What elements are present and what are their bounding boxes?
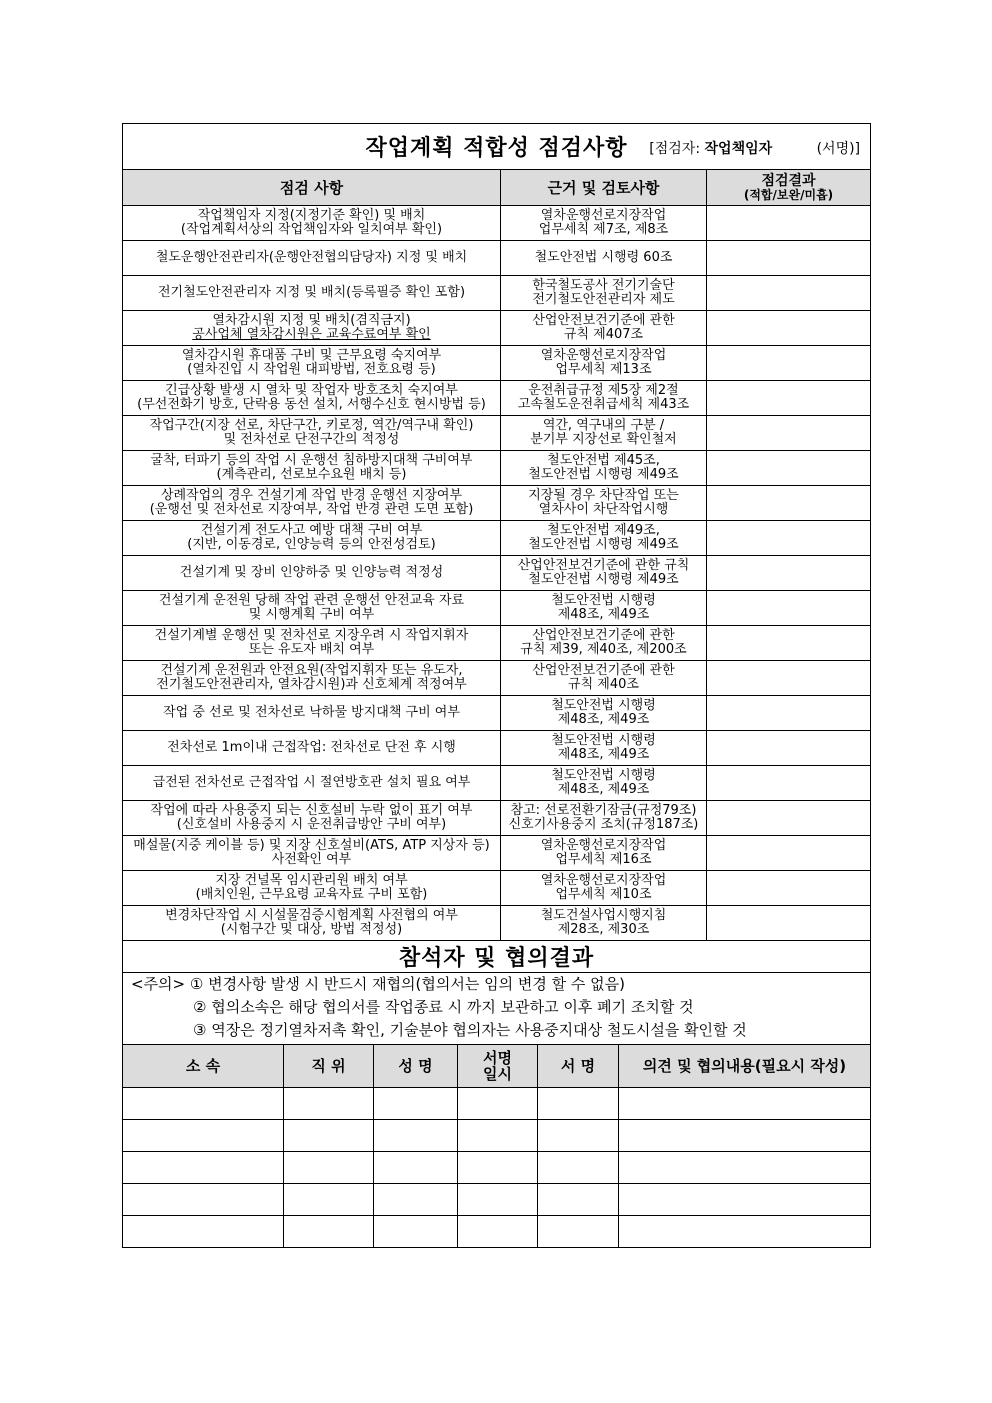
check-item-line: (작업계획서상의 작업책임자와 일치여부 확인) bbox=[180, 222, 443, 237]
basis-cell bbox=[501, 661, 707, 696]
attendee-header-row bbox=[123, 1045, 871, 1088]
attendees-table bbox=[122, 941, 871, 1248]
attendee-cell[interactable] bbox=[619, 1152, 871, 1184]
basis-line: 전기철도안전관리자 제도 bbox=[532, 292, 675, 307]
result-cell[interactable] bbox=[707, 486, 871, 521]
check-item-line: 굴착, 터파기 등의 작업 시 운행선 침하방지대책 구비여부 bbox=[150, 453, 473, 468]
check-item-line: 건설기계별 운행선 및 전차선로 지장우려 시 작업지휘자 bbox=[154, 628, 469, 643]
basis-line: 한국철도공사 전기기술단 bbox=[532, 278, 675, 293]
table-row bbox=[123, 556, 871, 591]
basis-cell bbox=[501, 241, 707, 276]
basis-line: 운전취급규정 제5장 제2절 bbox=[528, 383, 679, 398]
table-row bbox=[123, 521, 871, 556]
basis-line: 규칙 제40조 bbox=[568, 677, 639, 692]
attendee-cell[interactable] bbox=[374, 1152, 458, 1184]
header-result-main: 점검결과 bbox=[761, 173, 816, 189]
check-item-line: 작업구간(지장 선로, 차단구간, 키로정, 역간/역구내 확인) bbox=[149, 418, 474, 433]
attendee-row bbox=[123, 1184, 871, 1216]
check-item-line: (지반, 이동경로, 인양능력 등의 안전성검토) bbox=[187, 537, 436, 552]
check-item-line: 공사업체 열차감시원은 교육수료여부 확인 bbox=[192, 327, 431, 342]
basis-line: 규칙 제39, 제40조, 제200조 bbox=[520, 642, 687, 657]
check-item-line: 급전된 전차선로 근접작업 시 절연방호관 설치 필요 여부 bbox=[152, 775, 471, 790]
check-item-line: 또는 유도자 배치 여부 bbox=[248, 642, 375, 657]
attendee-cell[interactable] bbox=[458, 1120, 538, 1152]
notes-cell bbox=[123, 973, 871, 1045]
basis-cell bbox=[501, 416, 707, 451]
check-item-line: 건설기계 운전원과 안전요원(작업지휘자 또는 유도자, bbox=[160, 663, 463, 678]
check-item bbox=[123, 451, 501, 486]
basis-line: 열차운행선로지장작업 bbox=[540, 873, 667, 888]
attendees-title: 참석자 및 협의결과 bbox=[123, 941, 871, 973]
result-cell[interactable] bbox=[707, 311, 871, 346]
attendee-row bbox=[123, 1088, 871, 1120]
check-item bbox=[123, 556, 501, 591]
basis-cell bbox=[501, 801, 707, 836]
table-row bbox=[123, 906, 871, 941]
attendee-cell[interactable] bbox=[538, 1152, 619, 1184]
table-row bbox=[123, 276, 871, 311]
check-item-line: (무선전화기 방호, 단락용 동선 설치, 서행수신호 현시방법 등) bbox=[137, 397, 486, 412]
check-item-line: 및 전차선로 단전구간의 적정성 bbox=[223, 432, 400, 447]
table-row bbox=[123, 626, 871, 661]
basis-line: 철도안전법 제45조, bbox=[547, 453, 660, 468]
table-row bbox=[123, 451, 871, 486]
table-row bbox=[123, 416, 871, 451]
check-item bbox=[123, 766, 501, 801]
basis-line: 철도안전법 시행령 제49조 bbox=[528, 537, 679, 552]
result-cell[interactable] bbox=[707, 276, 871, 311]
attendee-column-header: 직 위 bbox=[284, 1045, 374, 1088]
attendee-cell[interactable] bbox=[458, 1184, 538, 1216]
basis-line: 규칙 제407조 bbox=[563, 327, 644, 342]
basis-line: 산업안전보건기준에 관한 bbox=[532, 313, 675, 328]
check-item bbox=[123, 521, 501, 556]
result-cell[interactable] bbox=[707, 906, 871, 941]
basis-line: 역간, 역구내의 구분 / bbox=[542, 418, 665, 433]
attendee-row bbox=[123, 1152, 871, 1184]
attendee-cell[interactable] bbox=[284, 1184, 374, 1216]
attendee-row bbox=[123, 1120, 871, 1152]
attendee-cell[interactable] bbox=[284, 1152, 374, 1184]
check-item-line: (계측관리, 선로보수요원 배치 등) bbox=[216, 467, 407, 482]
check-item-line: (운행선 및 전차선로 지장여부, 작업 반경 관련 도면 포함) bbox=[149, 502, 474, 517]
table-row bbox=[123, 871, 871, 906]
note-line: ③ 역장은 정기열차저촉 확인, 기술분야 협의자는 사용중지대상 철도시설을 확인할 것 bbox=[193, 1021, 747, 1039]
basis-line: 업무세칙 제16조 bbox=[555, 852, 652, 867]
result-cell[interactable] bbox=[707, 381, 871, 416]
result-cell[interactable] bbox=[707, 801, 871, 836]
check-item-line: 변경차단작업 시 시설물검증시험계획 사전협의 여부 bbox=[165, 908, 458, 923]
result-cell[interactable] bbox=[707, 206, 871, 241]
check-item bbox=[123, 871, 501, 906]
result-cell[interactable] bbox=[707, 591, 871, 626]
basis-cell bbox=[501, 836, 707, 871]
basis-line: 열차운행선로지장작업 bbox=[540, 838, 667, 853]
inspection-sheet bbox=[122, 123, 870, 1248]
result-cell[interactable] bbox=[707, 661, 871, 696]
basis-line: 철도안전법 제49조, bbox=[547, 523, 660, 538]
check-item bbox=[123, 696, 501, 731]
result-cell[interactable] bbox=[707, 626, 871, 661]
check-item bbox=[123, 906, 501, 941]
basis-line: 산업안전보건기준에 관한 bbox=[532, 628, 675, 643]
attendee-cell[interactable] bbox=[538, 1216, 619, 1248]
basis-cell bbox=[501, 731, 707, 766]
table-row bbox=[123, 696, 871, 731]
basis-line: 산업안전보건기준에 관한 규칙 bbox=[517, 558, 690, 573]
attendee-column-header: 성 명 bbox=[374, 1045, 458, 1088]
result-cell[interactable] bbox=[707, 766, 871, 801]
basis-line: 분기부 지장선로 확인철저 bbox=[530, 432, 677, 447]
check-item bbox=[123, 346, 501, 381]
basis-line: 지장될 경우 차단작업 또는 bbox=[528, 488, 679, 503]
table-row bbox=[123, 766, 871, 801]
check-item bbox=[123, 241, 501, 276]
basis-line: 철도안전법 시행령 제49조 bbox=[528, 572, 679, 587]
basis-cell bbox=[501, 556, 707, 591]
basis-line: 열차운행선로지장작업 bbox=[540, 208, 667, 223]
attendee-column-header: 서 명 bbox=[538, 1045, 619, 1088]
basis-line: 철도안전법 시행령 60조 bbox=[534, 250, 673, 265]
attendee-column-header bbox=[458, 1045, 538, 1088]
attendee-cell[interactable] bbox=[284, 1120, 374, 1152]
attendee-column-header: 의견 및 협의내용(필요시 작성) bbox=[619, 1045, 871, 1088]
check-item-line: 철도운행안전관리자(운행안전협의담당자) 지정 및 배치 bbox=[155, 250, 468, 265]
result-cell[interactable] bbox=[707, 556, 871, 591]
attendee-cell[interactable] bbox=[374, 1088, 458, 1120]
note-line: ② 협의소속은 해당 협의서를 작업종료 시 까지 보관하고 이후 폐기 조치할 것 bbox=[193, 998, 694, 1016]
check-item-line: 긴급상황 발생 시 열차 및 작업자 방호조치 숙지여부 bbox=[165, 383, 458, 398]
check-item-line: 전기철도안전관리자 지정 및 배치(등록필증 확인 포함) bbox=[157, 285, 466, 300]
basis-cell bbox=[501, 206, 707, 241]
check-item-line: 건설기계 운전원 당해 작업 관련 운행선 안전교육 자료 bbox=[158, 593, 465, 608]
check-item-line: 작업 중 선로 및 전차선로 낙하물 방지대책 구비 여부 bbox=[163, 705, 460, 720]
result-cell[interactable] bbox=[707, 416, 871, 451]
title-cell bbox=[123, 124, 871, 170]
inspector-sign: (서명)] bbox=[816, 141, 861, 157]
check-item-line: 및 시행계획 구비 여부 bbox=[248, 607, 375, 622]
attendee-cell[interactable] bbox=[374, 1120, 458, 1152]
attendee-cell[interactable] bbox=[374, 1184, 458, 1216]
basis-line: 철도안전법 시행령 제49조 bbox=[528, 467, 679, 482]
attendee-cell[interactable] bbox=[123, 1152, 284, 1184]
attendee-cell[interactable] bbox=[458, 1216, 538, 1248]
basis-cell bbox=[501, 766, 707, 801]
basis-line: 업무세칙 제10조 bbox=[555, 887, 652, 902]
attendee-cell[interactable] bbox=[538, 1184, 619, 1216]
attendee-cell[interactable] bbox=[123, 1088, 284, 1120]
basis-line: 제48조, 제49조 bbox=[557, 712, 650, 727]
attendee-cell[interactable] bbox=[619, 1088, 871, 1120]
attendee-cell[interactable] bbox=[538, 1120, 619, 1152]
result-cell[interactable] bbox=[707, 836, 871, 871]
page-title: 작업계획 적합성 점검사항 bbox=[365, 136, 628, 161]
attendee-cell[interactable] bbox=[123, 1216, 284, 1248]
basis-cell bbox=[501, 521, 707, 556]
basis-line: 제48조, 제49조 bbox=[557, 607, 650, 622]
check-item bbox=[123, 591, 501, 626]
basis-cell bbox=[501, 486, 707, 521]
header-basis: 근거 및 검토사항 bbox=[501, 170, 707, 206]
attendee-cell[interactable] bbox=[619, 1120, 871, 1152]
attendee-column-header-line: 일시 bbox=[483, 1065, 512, 1083]
result-cell[interactable] bbox=[707, 731, 871, 766]
table-row bbox=[123, 381, 871, 416]
result-cell[interactable] bbox=[707, 451, 871, 486]
basis-line: 업무세칙 제7조, 제8조 bbox=[538, 222, 669, 237]
basis-line: 업무세칙 제13조 bbox=[555, 362, 652, 377]
basis-line: 제28조, 제30조 bbox=[557, 922, 650, 937]
basis-cell bbox=[501, 906, 707, 941]
check-item bbox=[123, 206, 501, 241]
check-item-line: 건설기계 전도사고 예방 대책 구비 여부 bbox=[200, 523, 423, 538]
check-item bbox=[123, 276, 501, 311]
result-cell[interactable] bbox=[707, 521, 871, 556]
table-row bbox=[123, 836, 871, 871]
attendee-cell[interactable] bbox=[374, 1216, 458, 1248]
basis-line: 철도건설사업시행지침 bbox=[540, 908, 667, 923]
table-row bbox=[123, 346, 871, 381]
check-item bbox=[123, 626, 501, 661]
attendee-column-header: 소 속 bbox=[123, 1045, 284, 1088]
table-row bbox=[123, 801, 871, 836]
table-row bbox=[123, 661, 871, 696]
attendee-cell[interactable] bbox=[284, 1216, 374, 1248]
basis-line: 철도안전법 시행령 bbox=[551, 698, 656, 713]
basis-line: 열차사이 차단작업시행 bbox=[538, 502, 669, 517]
basis-line: 제48조, 제49조 bbox=[557, 747, 650, 762]
check-item-line: 상례작업의 경우 건설기계 작업 반경 운행선 지장여부 bbox=[160, 488, 463, 503]
check-item bbox=[123, 486, 501, 521]
check-item-line: (열차진입 시 작업원 대피방법, 전호요령 등) bbox=[187, 362, 436, 377]
check-item bbox=[123, 661, 501, 696]
check-item-line: 전차선로 1m이내 근접작업: 전차선로 단전 후 시행 bbox=[167, 740, 456, 755]
basis-cell bbox=[501, 276, 707, 311]
check-item bbox=[123, 836, 501, 871]
check-item-line: 열차감시원 휴대품 구비 및 근무요령 숙지여부 bbox=[181, 348, 442, 363]
basis-line: 고속철도운전취급세칙 제43조 bbox=[517, 397, 690, 412]
basis-cell bbox=[501, 346, 707, 381]
attendee-cell[interactable] bbox=[458, 1152, 538, 1184]
basis-cell bbox=[501, 311, 707, 346]
basis-line: 열차운행선로지장작업 bbox=[540, 348, 667, 363]
note-line: <주의> ① 변경사항 발생 시 반드시 재협의(협의서는 임의 변경 할 수 없음) bbox=[131, 975, 625, 993]
basis-cell bbox=[501, 381, 707, 416]
attendee-cell[interactable] bbox=[123, 1184, 284, 1216]
check-item-line: 작업책임자 지정(지정기준 확인) 및 배치 bbox=[197, 208, 426, 223]
check-item-line: (신호설비 사용중지 시 운전취급방안 구비 여부) bbox=[176, 817, 447, 832]
table-row bbox=[123, 486, 871, 521]
result-cell[interactable] bbox=[707, 696, 871, 731]
table-row bbox=[123, 206, 871, 241]
inspector-open: [점검자: bbox=[649, 141, 701, 157]
header-item: 점검 사항 bbox=[123, 170, 501, 206]
basis-line: 산업안전보건기준에 관한 bbox=[532, 663, 675, 678]
header-result bbox=[707, 170, 871, 206]
check-item-line: (배치인원, 근무요령 교육자료 구비 포함) bbox=[195, 887, 428, 902]
check-item bbox=[123, 311, 501, 346]
basis-cell bbox=[501, 696, 707, 731]
basis-line: 철도안전법 시행령 bbox=[551, 768, 656, 783]
attendee-cell[interactable] bbox=[619, 1216, 871, 1248]
check-item-line: (시험구간 및 대상, 방법 적정성) bbox=[220, 922, 403, 937]
basis-cell bbox=[501, 871, 707, 906]
check-item-line: 지장 건널목 임시관리원 배치 여부 bbox=[215, 873, 408, 888]
result-cell[interactable] bbox=[707, 241, 871, 276]
check-item-line: 매설물(지중 케이블 등) 및 지장 신호설비(ATS, ATP 지상자 등) bbox=[133, 838, 490, 853]
attendee-cell[interactable] bbox=[284, 1088, 374, 1120]
result-cell[interactable] bbox=[707, 346, 871, 381]
inspection-table bbox=[122, 123, 871, 941]
result-cell[interactable] bbox=[707, 871, 871, 906]
table-row bbox=[123, 591, 871, 626]
check-item-line: 작업에 따라 사용중지 되는 신호설비 누락 없이 표기 여부 bbox=[150, 803, 473, 818]
basis-line: 신호기사용중지 조치(규정187조) bbox=[508, 817, 699, 832]
check-item bbox=[123, 801, 501, 836]
check-item-line: 전기철도안전관리자, 열차감시원)과 신호체계 적정여부 bbox=[156, 677, 467, 692]
check-item bbox=[123, 381, 501, 416]
check-item-line: 건설기계 및 장비 인양하중 및 인양능력 적정성 bbox=[179, 565, 444, 580]
basis-line: 제48조, 제49조 bbox=[557, 782, 650, 797]
basis-line: 철도안전법 시행령 bbox=[551, 593, 656, 608]
attendee-column-header-line: 서명 bbox=[483, 1049, 512, 1067]
attendee-row bbox=[123, 1216, 871, 1248]
attendee-cell[interactable] bbox=[458, 1088, 538, 1120]
table-row bbox=[123, 731, 871, 766]
basis-cell bbox=[501, 626, 707, 661]
table-row bbox=[123, 311, 871, 346]
check-item bbox=[123, 416, 501, 451]
header-result-sub: (적합/보완/미흡) bbox=[743, 188, 834, 202]
check-item-line: 사전확인 여부 bbox=[271, 852, 352, 867]
basis-cell bbox=[501, 591, 707, 626]
basis-line: 철도안전법 시행령 bbox=[551, 733, 656, 748]
attendee-cell[interactable] bbox=[538, 1088, 619, 1120]
inspector-role: 작업책임자 bbox=[704, 141, 773, 157]
inspector-field bbox=[649, 138, 860, 158]
table-row bbox=[123, 241, 871, 276]
basis-line: 참고: 선로전환기잠금(규정79조) bbox=[510, 803, 697, 818]
check-item bbox=[123, 731, 501, 766]
basis-cell bbox=[501, 451, 707, 486]
attendee-cell[interactable] bbox=[123, 1120, 284, 1152]
check-item-line: 열차감시원 지정 및 배치(겸직금지) bbox=[212, 313, 411, 328]
attendee-cell[interactable] bbox=[619, 1184, 871, 1216]
